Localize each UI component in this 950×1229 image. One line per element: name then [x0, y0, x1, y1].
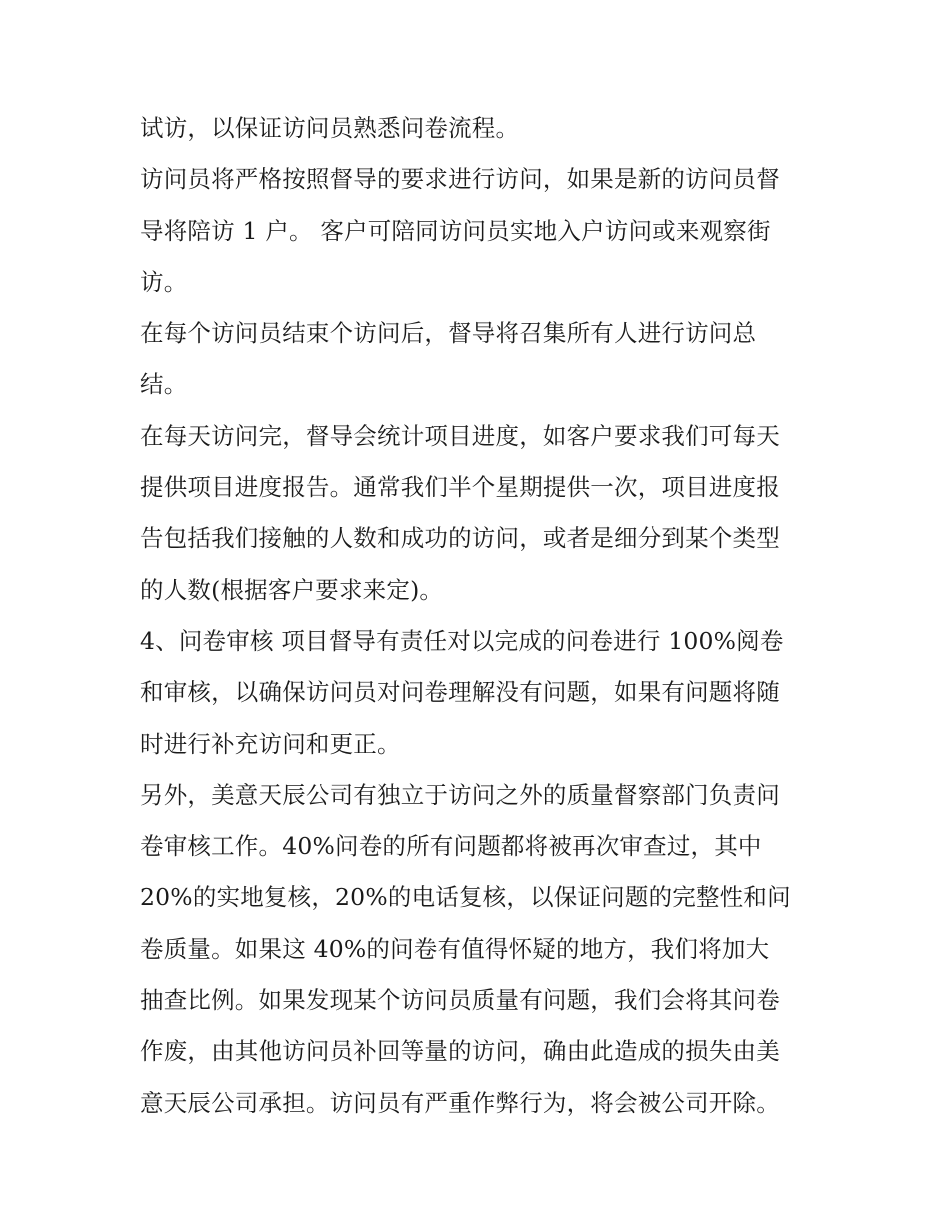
text-line: 20%的实地复核，20%的电话复核，以保证问题的完整性和问	[140, 883, 791, 912]
text-line: 导将陪访 1 户。 客户可陪同访问员实地入户访问或来观察街	[140, 216, 771, 245]
text-line: 访问员将严格按照督导的要求进行访问，如果是新的访问员督	[140, 165, 780, 194]
text-line: 作废，由其他访问员补回等量的访问，确由此造成的损失由美	[140, 1037, 780, 1066]
text-line: 的人数(根据客户要求来定)。	[140, 575, 444, 604]
text-line: 和审核，以确保访问员对问卷理解没有问题，如果有问题将随	[140, 678, 780, 707]
text-line: 访。	[140, 267, 188, 296]
text-line: 提供项目进度报告。通常我们半个星期提供一次，项目进度报	[140, 473, 780, 502]
document-body	[140, 103, 820, 1129]
text-line: 卷质量。如果这 40%的问卷有值得怀疑的地方，我们将加大	[140, 934, 770, 963]
text-line: 在每个访问员结束个访问后，督导将召集所有人进行访问总	[140, 319, 757, 348]
text-line: 在每天访问完，督导会统计项目进度，如客户要求我们可每天	[140, 421, 780, 450]
text-line: 告包括我们接触的人数和成功的访问，或者是细分到某个类型	[140, 524, 780, 553]
text-line: 抽查比例。如果发现某个访问员质量有问题，我们会将其问卷	[140, 986, 780, 1015]
text-line: 结。	[140, 370, 188, 399]
text-line: 卷审核工作。40%问卷的所有问题都将被再次审查过，其中	[140, 832, 762, 861]
text-line: 试访，以保证访问员熟悉问卷流程。	[140, 114, 520, 142]
text-line: 4、问卷审核 项目督导有责任对以完成的问卷进行 100%阅卷	[140, 626, 784, 655]
text-line: 另外，美意天辰公司有独立于访问之外的质量督察部门负责问	[140, 780, 780, 809]
text-line: 时进行补充访问和更正。	[140, 729, 401, 758]
text-line: 意天辰公司承担。访问员有严重作弊行为，将会被公司开除。	[140, 1088, 780, 1117]
